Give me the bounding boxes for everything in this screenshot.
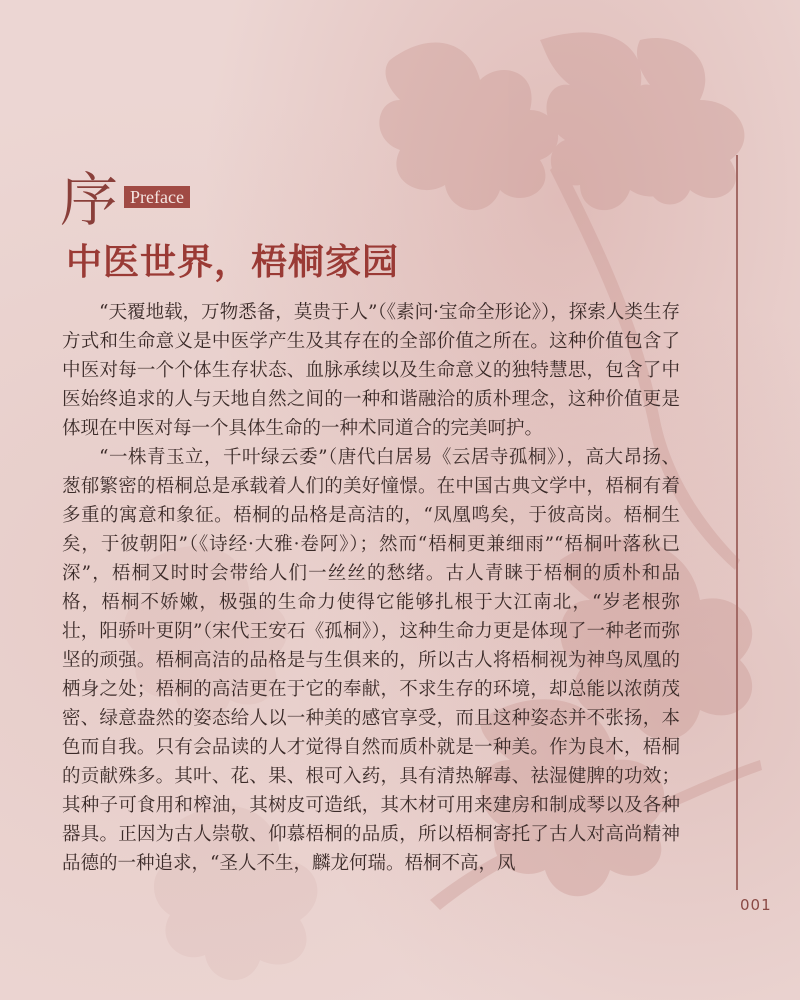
chapter-heading: [60, 160, 190, 234]
chapter-character: 序: [60, 166, 119, 234]
blossom-dot: [604, 124, 616, 136]
preface-label: Preface: [124, 186, 190, 208]
article-body: [62, 298, 680, 878]
blossom-dot: [693, 113, 707, 127]
blossom-dot: [650, 60, 670, 80]
leaf-shape: [629, 38, 745, 204]
leaf-shape: [379, 43, 558, 211]
page-number: 001: [740, 896, 772, 914]
paragraph: “天覆地载，万物悉备，莫贵于人”（《素问·宝命全形论》），探索人类生存方式和生命意义是中医学产生及其存在的全部价值之所在。这种价值包含了中医对每一个个体生存状态、血脉承续以及生命意义的独特慧思，包含了中医始终追求的人与天地自然之间的一种和谐融洽的质朴理念，这种价值更是体现在中医对每一个具体生命的一种术同道合的完美呵护。: [62, 302, 680, 439]
margin-rule: [736, 155, 738, 890]
paragraph: “一株青玉立，千叶绿云委”（唐代白居易《云居寺孤桐》），高大昂扬、葱郁繁密的梧桐总是承载着人们的美好憧憬。在中国古典文学中，梧桐有着多重的寓意和象征。梧桐的品格是高洁的，“凤凰鸣矣，于彼高岗。梧桐生矣，于彼朝阳”（《诗经·大雅·卷阿》）；然而“梧桐更兼细雨”“梧桐叶落秋已深”，梧桐又时时会带给人们一丝丝的愁绪。古人青睐于梧桐的质朴和品格，梧桐不娇嫩，极强的生命力使得它能够扎根于大江南北，“岁老根弥壮，阳骄叶更阴”（宋代王安石《孤桐》），这种生命力更是体现了一种老而弥坚的顽强。梧桐高洁的品格是与生俱来的，所以古人将梧桐视为神鸟凤凰的栖身之处；梧桐的高洁更在于它的奉献，不求生存的环境，却总能以浓荫茂密、绿意盎然的姿态给人以一种美的感官享受，而且这种姿态并不张扬，本色而自我。只有会品读的人才觉得自然而质朴就是一种美。作为良木，梧桐的贡献殊多。其叶、花、果、根可入药，具有清热解毒、祛湿健脾的功效；其种子可食用和榨油，其树皮可造纸，其木材可用来建房和制成琴以及各种器具。正因为古人崇敬、仰慕梧桐的品质，所以梧桐寄托了古人对高尚精神品德的一种追求，“圣人不生，麟龙何瑞。梧桐不高，凤: [62, 447, 680, 874]
page-title: 中医世界，梧桐家园: [66, 242, 400, 283]
